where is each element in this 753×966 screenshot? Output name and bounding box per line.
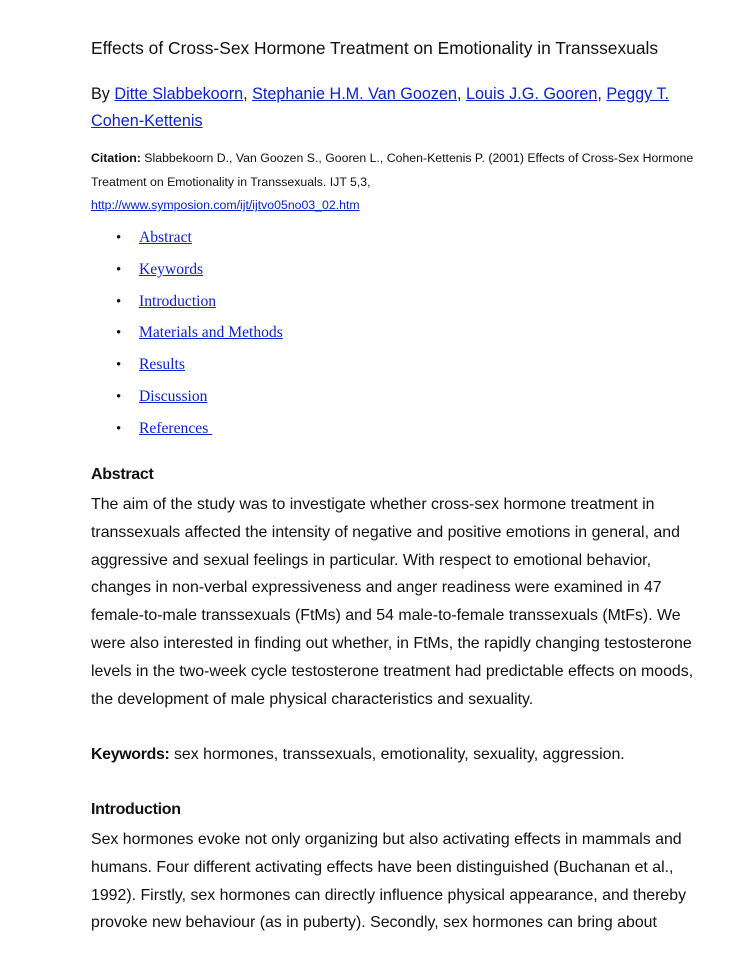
author-line: [91, 81, 691, 135]
by-label: By: [91, 85, 110, 103]
toc-link-introduction[interactable]: Introduction: [139, 292, 217, 310]
author-separator: ,: [456, 85, 466, 103]
bullet-icon: •: [116, 388, 122, 405]
abstract-heading: Abstract: [91, 466, 154, 483]
citation-url-link[interactable]: http://www.symposion.com/ijt/ijtvo05no03_02.htm: [91, 198, 360, 212]
toc-link-keywords[interactable]: Keywords: [139, 260, 204, 278]
introduction-text: Sex hormones evoke not only organizing but also activating effects in mammals and humans. Four different activating effects have been distinguished (Buchanan et al., 1992). Firstly, sex hormones can directly influence physical appearance, and thereby provoke new behaviour (as in puberty). Secondly, sex hormones can bring about: [91, 831, 687, 932]
author-link-slabbekoorn[interactable]: Ditte Slabbekoorn: [114, 85, 244, 103]
bullet-icon: •: [116, 230, 122, 246]
author-link-gooren[interactable]: Louis J.G. Gooren: [465, 85, 598, 103]
introduction-heading: Introduction: [91, 801, 181, 818]
toc-link-discussion[interactable]: Discussion: [139, 387, 208, 405]
keywords-line: [91, 743, 703, 767]
abstract-text: The aim of the study was to investigate whether cross-sex hormone treatment in transsexuals affected the intensity of negative and positive emotions in general, and aggressive and sexual feelings in particular. With respect to emotional behavior, changes in non-verbal expressiveness and anger readiness were examined in 47 female-to-male transsexuals (FtMs) and 54 male-to-female transsexuals (MtFs). We were also interested in finding out whether, in FtMs, the rapidly changing testosterone levels in the two-week cycle testosterone treatment had predictable effects on moods, the development of male physical characteristics and sexuality.: [91, 496, 694, 708]
author-link-cohen-kettenis[interactable]: Peggy T. Cohen-Kettenis: [91, 85, 670, 130]
toc-link-results[interactable]: Results: [139, 356, 185, 374]
citation-block: [91, 147, 701, 218]
toc-link-abstract[interactable]: Abstract: [139, 229, 192, 246]
author-separator: ,: [597, 85, 607, 103]
toc-link-references[interactable]: References: [139, 419, 213, 437]
author-link-van-goozen[interactable]: Stephanie H.M. Van Goozen: [252, 85, 457, 103]
bullet-icon: •: [116, 293, 122, 310]
author-separator: ,: [243, 85, 253, 103]
keywords-label: Keywords:: [91, 746, 170, 763]
citation-label: Citation:: [91, 151, 141, 165]
bullet-icon: •: [116, 325, 122, 342]
bullet-icon: •: [116, 420, 122, 437]
bullet-icon: •: [116, 261, 122, 278]
page-title: Effects of Cross-Sex Hormone Treatment on Emotionality in Transsexuals: [91, 38, 659, 58]
toc-link-materials-methods[interactable]: Materials and Methods: [139, 324, 283, 342]
bullet-icon: •: [116, 357, 122, 374]
citation-text: Slabbekoorn D., Van Goozen S., Gooren L., Cohen-Kettenis P. (2001) Effects of Cross-Sex Hormone Treatment on Emotionality in Transsexuals. IJT 5,3,: [91, 151, 694, 189]
keywords-text: sex hormones, transsexuals, emotionality, sexuality, aggression.: [169, 746, 625, 763]
